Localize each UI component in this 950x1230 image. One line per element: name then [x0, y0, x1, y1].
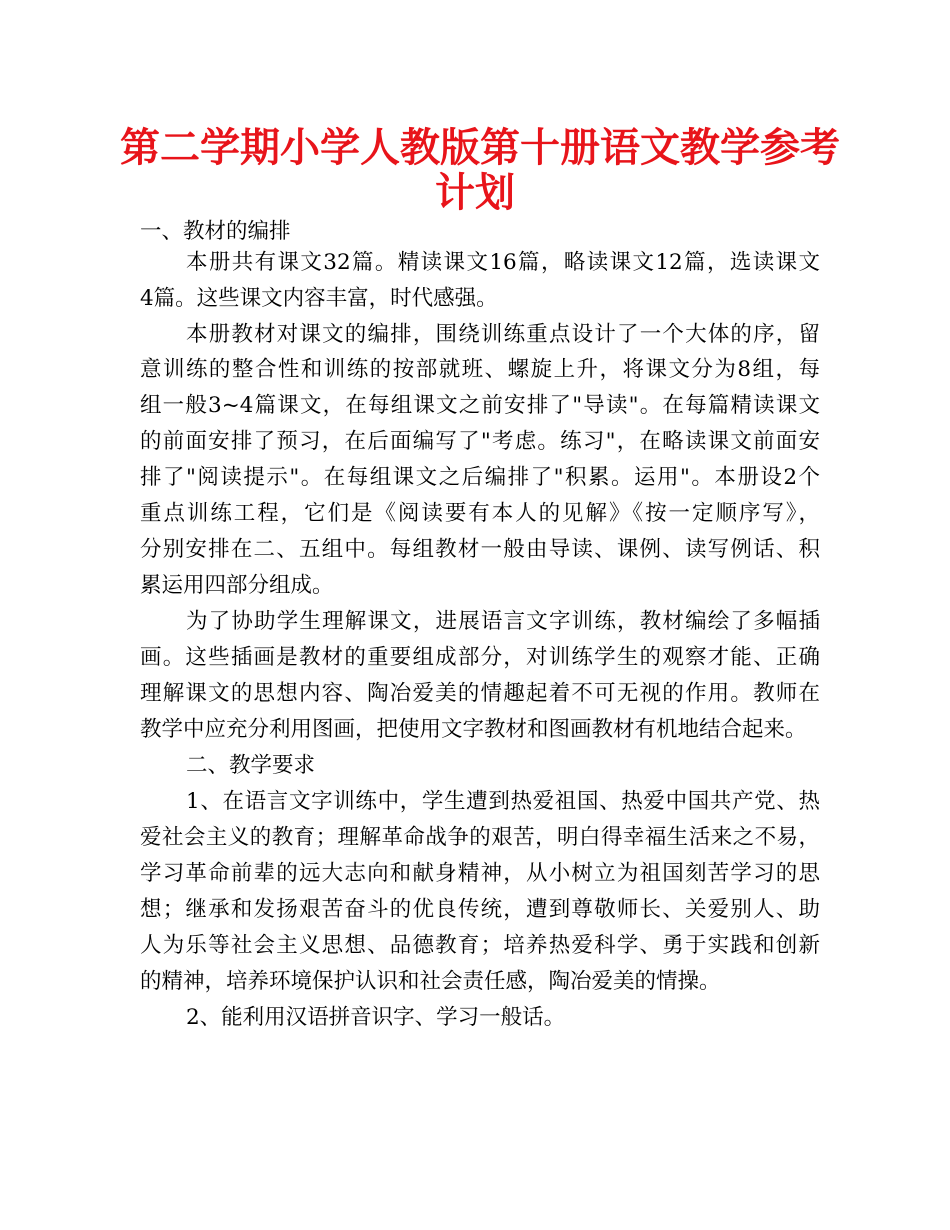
paragraph-line: 1、在语言文字训练中，学生遭到热爱祖国、热爱中国共产党、热 [186, 789, 820, 814]
paragraph-line: 想；继承和发扬艰苦奋斗的优良传统，遭到尊敬师长、关爱别人、助 [140, 897, 820, 922]
document-title-line-2: 计划 [435, 170, 515, 216]
section-heading-1: 一、教材的编排 [140, 219, 291, 244]
paragraph-line: 2、能利用汉语拼音识字、学习一般话。 [186, 1005, 566, 1030]
paragraph-line: 理解课文的思想内容、陶冶爱美的情趣起着不可无视的作用。教师在 [140, 681, 820, 706]
paragraph-line: 人为乐等社会主义思想、品德教育；培养热爱科学、勇于实践和创新 [140, 933, 820, 958]
paragraph-line: 的精神，培养环境保护认识和社会责任感，陶冶爱美的情操。 [140, 969, 721, 994]
paragraph-line: 分别安排在二、五组中。每组教材一般由导读、课例、读写例话、积 [140, 537, 820, 562]
paragraph-line: 累运用四部分组成。 [140, 573, 334, 598]
paragraph-line: 本册共有课文32篇。精读课文16篇，略读课文12篇，选读课文 [186, 250, 820, 275]
paragraph-line: 为了协助学生理解课文，进展语言文字训练，教材编绘了多幅插 [186, 609, 820, 634]
paragraph-line: 爱社会主义的教育；理解革命战争的艰苦，明白得幸福生活来之不易， [140, 825, 820, 850]
paragraph-line: 重点训练工程，它们是《阅读要有本人的见解》《按一定顺序写》， [140, 501, 820, 526]
paragraph-line: 的前面安排了预习，在后面编写了"考虑。练习"，在略读课文前面安 [140, 429, 820, 454]
paragraph-line: 画。这些插画是教材的重要组成部分，对训练学生的观察才能、正确 [140, 645, 820, 670]
paragraph-line: 意训练的整合性和训练的按部就班、螺旋上升，将课文分为8组，每 [140, 357, 820, 382]
document-title-line-1: 第二学期小学人教版第十册语文教学参考 [120, 125, 840, 171]
paragraph-line: 学习革命前辈的远大志向和献身精神，从小树立为祖国刻苦学习的思 [140, 861, 820, 886]
paragraph-line: 排了"阅读提示"。在每组课文之后编排了"积累。运用"。本册设2个 [140, 465, 820, 490]
paragraph-line: 4篇。这些课文内容丰富，时代感强。 [140, 286, 498, 311]
section-heading-2: 二、教学要求 [186, 753, 316, 778]
paragraph-line: 组一般3~4篇课文，在每组课文之前安排了"导读"。在每篇精读课文 [140, 393, 820, 418]
paragraph-line: 本册教材对课文的编排，围绕训练重点设计了一个大体的序，留 [186, 322, 820, 347]
paragraph-line: 教学中应充分利用图画，把使用文字教材和图画教材有机地结合起来。 [140, 717, 807, 742]
